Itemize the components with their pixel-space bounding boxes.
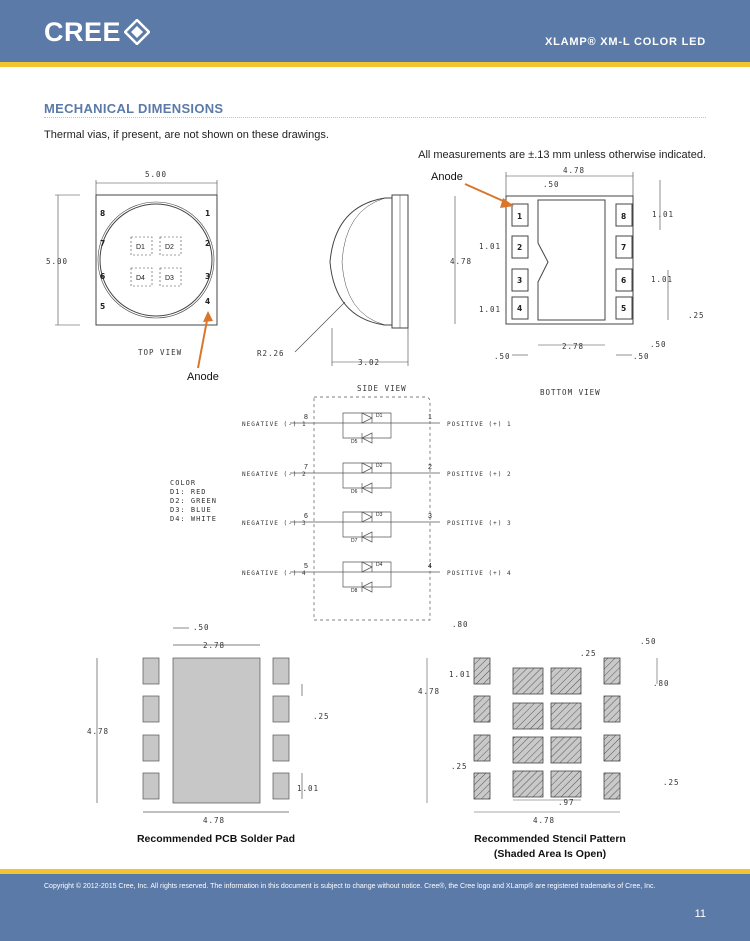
stencil-gap-right-dim: .80 xyxy=(653,679,670,688)
top-pin-5: 5 xyxy=(100,302,106,311)
schematic-neg-1: NEGATIVE (-) 1 xyxy=(242,421,307,428)
pcb-height-dim: 4.78 xyxy=(87,727,110,736)
schematic-pos-pin-3: 3 xyxy=(428,513,432,520)
stencil-height-dim: 4.78 xyxy=(418,687,441,696)
stencil-gap-left-dim: .25 xyxy=(451,762,468,771)
document-title: XLAMP® XM-L COLOR LED xyxy=(545,36,706,48)
schematic-esd-3: D7 xyxy=(351,538,358,544)
schematic-neg-2: NEGATIVE (-) 2 xyxy=(242,471,307,478)
section-title: MECHANICAL DIMENSIONS xyxy=(44,101,224,116)
schematic-pos-1: POSITIVE (+) 1 xyxy=(447,421,512,428)
top-pin-4: 4 xyxy=(205,297,211,306)
schematic-esd-1: D5 xyxy=(351,439,358,445)
side-view-label: SIDE VIEW xyxy=(357,384,407,393)
schematic-neg-pin-4: 5 xyxy=(304,563,308,570)
schematic-esd-2: D6 xyxy=(351,489,358,495)
schematic-pos-pin-4: 4 xyxy=(428,563,432,570)
bottom-pad-width-dim: .50 xyxy=(543,180,560,189)
side-view-drawing xyxy=(295,195,408,366)
logo-text: CREE xyxy=(44,16,122,47)
schematic-led-4: D4 xyxy=(376,562,383,568)
pcb-gap-dim: .25 xyxy=(313,712,330,721)
top-view-height-dim: 5.00 xyxy=(46,257,69,266)
pcb-pad-h-dim: 1.01 xyxy=(297,784,320,793)
die-d1-label: D1 xyxy=(136,244,145,251)
bottom-pin-4: 4 xyxy=(517,304,523,313)
pcb-pad-width-dim: .50 xyxy=(193,623,210,632)
stencil-pad-h-dim: 1.01 xyxy=(449,670,472,679)
schematic-pos-2: POSITIVE (+) 2 xyxy=(447,471,512,478)
bottom-anode-label: Anode xyxy=(431,171,463,183)
thermal-vias-note: Thermal vias, if present, are not shown on these drawings. xyxy=(44,129,329,141)
pcb-pad-caption: Recommended PCB Solder Pad xyxy=(136,833,296,845)
stencil-caption-line1: Recommended Stencil Pattern xyxy=(474,833,626,845)
pcb-width-dim: 4.78 xyxy=(203,816,226,825)
top-pin-7: 7 xyxy=(100,239,106,248)
schematic-led-3: D3 xyxy=(376,512,383,518)
page-number: 11 xyxy=(694,908,706,920)
tolerance-note: All measurements are ±.13 mm unless otherwise indicated. xyxy=(418,149,706,161)
bottom-pin-3: 3 xyxy=(517,276,523,285)
stencil-gap-right2-dim: .25 xyxy=(663,778,680,787)
color-legend-d1: D1: RED xyxy=(170,488,207,496)
stencil-pad-w-dim: .50 xyxy=(640,637,657,646)
bottom-pin-2: 2 xyxy=(517,243,523,252)
top-anode-arrowhead xyxy=(203,311,213,322)
schematic-led-2: D2 xyxy=(376,463,383,469)
stencil-pattern-drawing xyxy=(474,658,620,799)
top-pin-1: 1 xyxy=(205,209,211,218)
bottom-pad-h-dim: 1.01 xyxy=(652,210,675,219)
bottom-right-b-dim: .50 xyxy=(633,352,650,361)
top-view-width-dim: 5.00 xyxy=(145,170,168,179)
top-view-drawing xyxy=(55,180,217,325)
schematic-pos-pin-2: 2 xyxy=(428,464,432,471)
schematic-neg-3: NEGATIVE (-) 3 xyxy=(242,520,307,527)
schematic-neg-pin-3: 6 xyxy=(304,513,308,520)
bottom-right-a-dim: .50 xyxy=(650,340,667,349)
schematic-neg-4: NEGATIVE (-) 4 xyxy=(242,570,307,577)
bottom-pin-5: 5 xyxy=(621,304,627,313)
top-view-label: TOP VIEW xyxy=(138,348,183,357)
schematic-pos-4: POSITIVE (+) 4 xyxy=(447,570,512,577)
bottom-gap-dim: .25 xyxy=(688,311,705,320)
schematic-pos-3: POSITIVE (+) 3 xyxy=(447,520,512,527)
schematic-led-1: D1 xyxy=(376,413,383,419)
schematic-drawing xyxy=(290,397,440,620)
die-d3-label: D3 xyxy=(165,275,174,282)
bottom-right-pitch-dim: 1.01 xyxy=(651,275,674,284)
bottom-left-dim: .50 xyxy=(494,352,511,361)
stencil-gap-top-dim: .25 xyxy=(580,649,597,658)
stencil-width-dim: 4.78 xyxy=(533,816,556,825)
color-legend-d4: D4: WHITE xyxy=(170,515,217,523)
stencil-width-top-dim: .80 xyxy=(452,620,469,629)
bottom-view-drawing xyxy=(455,172,668,355)
top-pin-6: 6 xyxy=(100,272,106,281)
schematic-neg-pin-2: 7 xyxy=(304,464,308,471)
bottom-width-dim: 4.78 xyxy=(563,166,586,175)
bottom-center-dim: 2.78 xyxy=(562,342,585,351)
bottom-pitch-left-dim: 1.01 xyxy=(479,242,502,251)
bottom-pitch-bottom-dim: 1.01 xyxy=(479,305,502,314)
die-d4-label: D4 xyxy=(136,275,145,282)
bottom-height-dim: 4.78 xyxy=(450,257,473,266)
side-view-width-dim: 3.02 xyxy=(358,358,381,367)
stencil-center-dim: .97 xyxy=(558,798,575,807)
bottom-pin-1: 1 xyxy=(517,212,523,221)
schematic-esd-4: D8 xyxy=(351,588,358,594)
top-anode-arrow xyxy=(198,315,208,368)
bottom-pin-6: 6 xyxy=(621,276,627,285)
bottom-view-label: BOTTOM VIEW xyxy=(540,388,601,397)
pcb-solder-pad-drawing xyxy=(97,628,302,812)
color-legend-d2: D2: GREEN xyxy=(170,497,217,505)
side-view-radius-dim: R2.26 xyxy=(257,349,285,358)
copyright-text: Copyright © 2012-2015 Cree, Inc. All rights reserved. The information in this document is subject to change without notice. Cree®, the Cree logo and XLamp® are registered trademarks of Cree, Inc. xyxy=(44,883,656,890)
stencil-caption-line2: (Shaded Area Is Open) xyxy=(493,848,607,860)
bottom-pin-7: 7 xyxy=(621,243,627,252)
top-pin-3: 3 xyxy=(205,272,211,281)
top-pin-2: 2 xyxy=(205,239,211,248)
bottom-pin-8: 8 xyxy=(621,212,627,221)
pcb-center-dim: 2.78 xyxy=(203,641,226,650)
color-legend-title: COLOR xyxy=(170,479,197,487)
top-pin-8: 8 xyxy=(100,209,106,218)
schematic-pos-pin-1: 1 xyxy=(428,414,432,421)
color-legend-d3: D3: BLUE xyxy=(170,506,212,514)
top-anode-label: Anode xyxy=(187,371,219,383)
schematic-neg-pin-1: 8 xyxy=(304,414,308,421)
die-d2-label: D2 xyxy=(165,244,174,251)
